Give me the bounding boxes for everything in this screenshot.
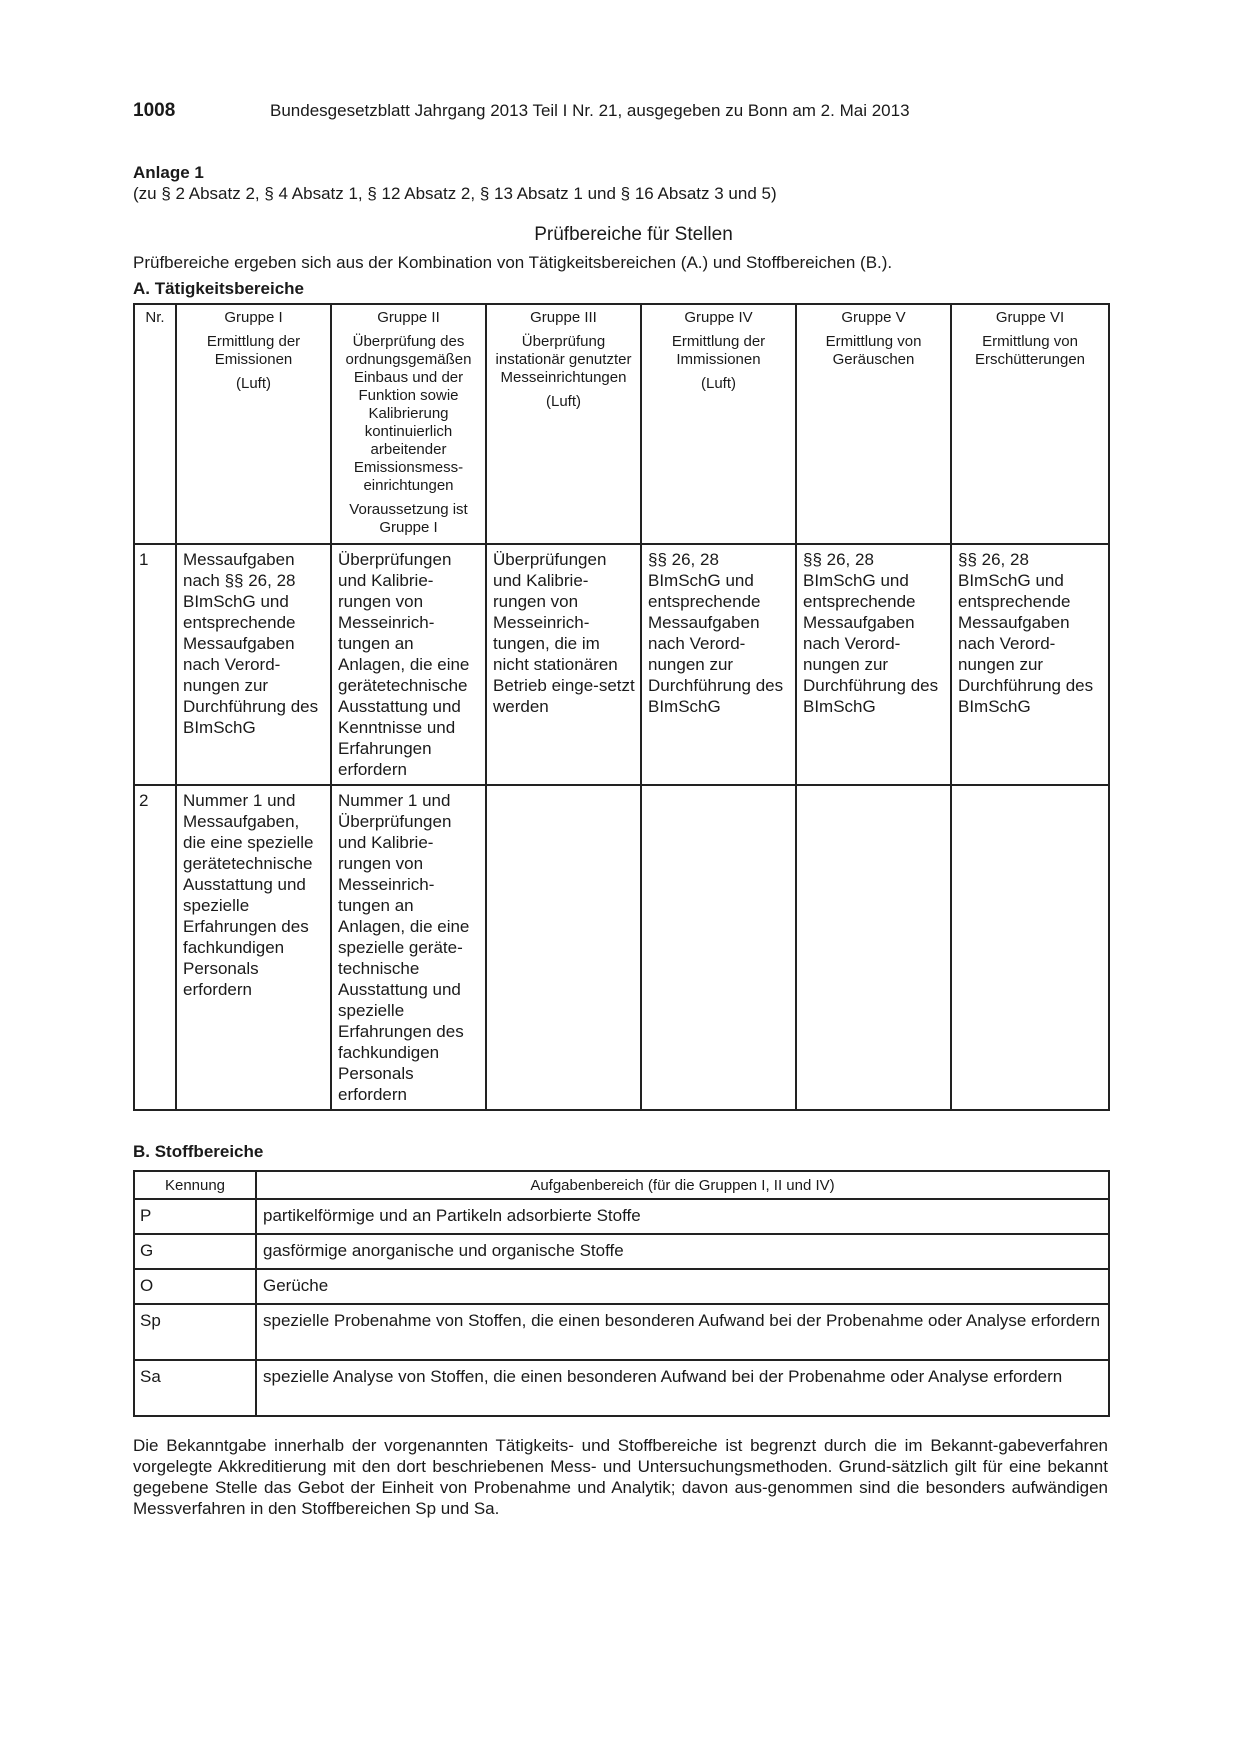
group-name: Gruppe III [530,309,597,326]
anlage-reference: (zu § 2 Absatz 2, § 4 Absatz 1, § 12 Absatz 2, § 13 Absatz 1 und § 16 Absatz 3 und 5) [133,184,777,203]
group-header [951,304,1109,544]
group-description: Überprüfung des ordnungsgemäßen Einbaus und der Funktion sowie Kalibrierung kontinuierlich arbeitender Emissionsmess-einrichtungen [345,333,472,494]
substance-areas-table [133,1170,1110,1417]
table-cell: §§ 26, 28 BImSchG und entsprechende Messaufgaben nach Verord-nungen zur Durchführung des BImSchG [951,544,1109,785]
row-number: 2 [134,785,176,1110]
table-row [134,1269,1109,1304]
group-header [641,304,796,544]
document-page [133,100,1108,1519]
group-header [331,304,486,544]
table-cell: Nummer 1 und Messaufgaben, die eine spezielle gerätetechnische Ausstattung und spezielle Erfahrungen des fachkundigen Personals erfordern [176,785,331,1110]
table-cell [951,785,1109,1110]
group-note: (Luft) [700,375,736,392]
group-description: Ermittlung der Emissionen [206,333,301,368]
section-a-heading: A. Tätigkeitsbereiche [133,279,305,298]
group-description: Ermittlung von Geräuschen [825,333,922,368]
group-description: Ermittlung von Erschütterungen [974,333,1086,368]
aufgabe-cell: gasförmige anorganische und organische Stoffe [256,1234,1109,1269]
anlage-title: Anlage 1 [133,163,204,182]
table-cell: §§ 26, 28 BImSchG und entsprechende Messaufgaben nach Verord-nungen zur Durchführung des BImSchG [641,544,796,785]
intro-text: Prüfbereiche ergeben sich aus der Kombination von Tätigkeitsbereichen (A.) und Stoffbereichen (B.). [133,253,893,272]
aufgabe-cell: partikelförmige und an Partikeln adsorbierte Stoffe [256,1199,1109,1234]
group-header [796,304,951,544]
group-header [176,304,331,544]
group-name: Gruppe VI [995,309,1065,326]
activity-groups-table [133,303,1110,1111]
kennung-cell: Sp [134,1304,256,1360]
aufgabe-cell: Gerüche [256,1269,1109,1304]
group-note: (Luft) [235,375,271,392]
group-description: Ermittlung der Immissionen [671,333,766,368]
kennung-cell: P [134,1199,256,1234]
table-row [134,1234,1109,1269]
section-b-heading: B. Stoffbereiche [133,1142,264,1161]
table-cell: Überprüfungen und Kalibrie-rungen von Messeinrich-tungen, die im nicht stationären Betrieb einge-setzt werden [486,544,641,785]
table-row [134,1360,1109,1416]
kennung-cell: G [134,1234,256,1269]
table-cell: Überprüfungen und Kalibrie-rungen von Messeinrich-tungen an Anlagen, die eine gerätetechnische Ausstattung und Kenntnisse und Erfahrungen erfordern [331,544,486,785]
table-cell: §§ 26, 28 BImSchG und entsprechende Messaufgaben nach Verord-nungen zur Durchführung des BImSchG [796,544,951,785]
group-name: Gruppe I [224,309,283,326]
group-description: Überprüfung instationär genutzter Messeinrichtungen [495,333,632,386]
group-header [486,304,641,544]
table-cell: Messaufgaben nach §§ 26, 28 BImSchG und entsprechende Messaufgaben nach Verord-nungen zur Durchführung des BImSchG [176,544,331,785]
table-row [134,1304,1109,1360]
nr-header: Nr. [134,304,176,544]
group-name: Gruppe IV [684,309,753,326]
running-head: Bundesgesetzblatt Jahrgang 2013 Teil I Nr. 21, ausgegeben zu Bonn am 2. Mai 2013 [270,101,910,120]
table-row [134,785,1109,1110]
table-row [134,544,1109,785]
group-name: Gruppe II [377,309,440,326]
table-header-row [134,304,1109,544]
kennung-header: Kennung [134,1171,256,1199]
page-header [133,100,1108,128]
aufgabenbereich-header: Aufgabenbereich (für die Gruppen I, II und IV) [256,1171,1109,1199]
table-cell [796,785,951,1110]
kennung-cell: Sa [134,1360,256,1416]
table-cell [486,785,641,1110]
kennung-cell: O [134,1269,256,1304]
aufgabe-cell: spezielle Probenahme von Stoffen, die einen besonderen Aufwand bei der Probenahme oder Analyse erfordern [256,1304,1109,1360]
aufgabe-cell: spezielle Analyse von Stoffen, die einen besonderen Aufwand bei der Probenahme oder Analyse erfordern [256,1360,1109,1416]
group-note: (Luft) [545,393,581,410]
table-cell [641,785,796,1110]
table-header-row [134,1171,1109,1199]
closing-paragraph: Die Bekanntgabe innerhalb der vorgenannten Tätigkeits- und Stoffbereiche ist begrenzt durch die im Bekannt-gabeverfahren vorgelegte Akkreditierung mit den dort beschriebenen Mess- und Untersuchungsmethoden. Grund-sätzlich gilt für eine bekannt gegebene Stelle das Gebot der Einheit von Probenahme und Analytik; davon aus-genommen sind die besonders aufwändigen Messverfahren in den Stoffbereichen Sp und Sa. [133,1436,1108,1518]
document-title: Prüfbereiche für Stellen [534,224,733,245]
group-note: Voraussetzung ist Gruppe I [349,501,468,536]
table-row [134,1199,1109,1234]
page-number: 1008 [133,100,176,121]
row-number: 1 [134,544,176,785]
table-cell: Nummer 1 und Überprüfungen und Kalibrie-rungen von Messeinrich-tungen an Anlagen, die eine spezielle geräte-technische Ausstattung und spezielle Erfahrungen des fachkundigen Personals erfordern [331,785,486,1110]
group-name: Gruppe V [841,309,906,326]
